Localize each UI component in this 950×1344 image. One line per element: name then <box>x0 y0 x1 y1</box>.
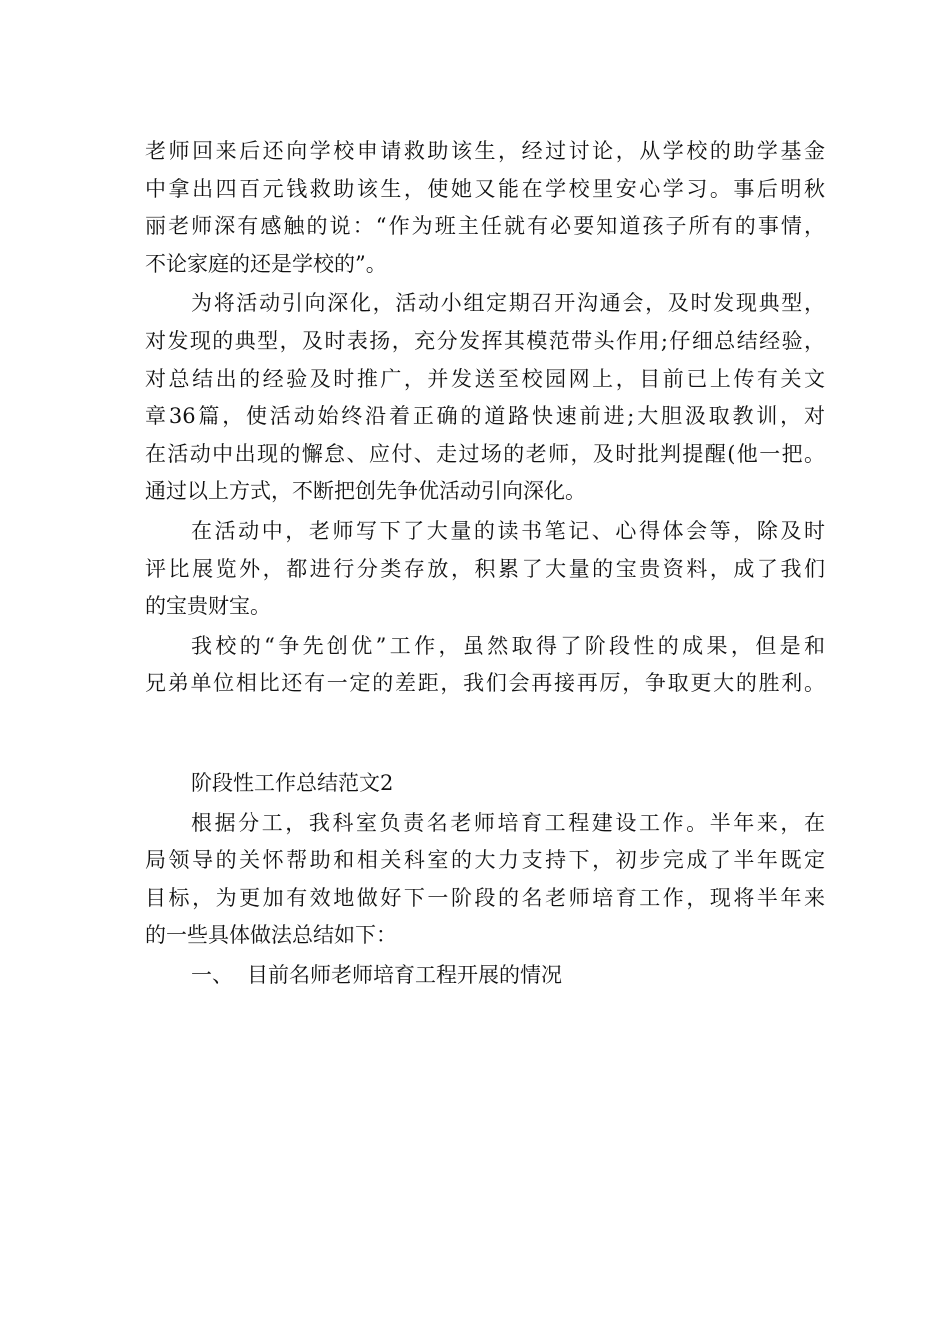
text-line: 丽老师深有感触的说：“作为班主任就有必要知道孩子所有的事情， <box>145 214 825 239</box>
text-line: 局领导的关怀帮助和相关科室的大力支持下，初步完成了半年既定 <box>145 848 825 873</box>
text-line: 不论家庭的还是学校的”。 <box>145 251 387 276</box>
text-line: 兄弟单位相比还有一定的差距，我们会再接再厉，争取更大的胜利。 <box>145 671 825 696</box>
text-line: 对总结出的经验及时推广，并发送至校园网上，目前已上传有关文 <box>145 366 825 391</box>
section-spacer <box>145 705 825 765</box>
heading-number: 一、 <box>191 962 233 987</box>
section-title: 阶段性工作总结范文2 <box>191 770 394 795</box>
text-line: 为将活动引向深化，活动小组定期召开沟通会，及时发现典型， <box>191 291 825 316</box>
heading-level-1 <box>145 957 825 995</box>
text-line: 老师回来后还向学校申请救助该生，经过讨论，从学校的助学基金 <box>145 139 825 163</box>
text-line: 根据分工，我科室负责名老师培育工程建设工作。半年来，在 <box>191 810 825 835</box>
text-line: 在活动中出现的懈怠、应付、走过场的老师，及时批判提醒(他一把。 <box>145 441 825 466</box>
text-line: 目标，为更加有效地做好下一阶段的名老师培育工作，现将半年来 <box>145 885 825 910</box>
document-body <box>145 133 825 994</box>
paragraph-conclusion <box>145 628 825 703</box>
text-line: 对发现的典型，及时表扬，充分发挥其模范带头作用;仔细总结经验， <box>145 328 825 353</box>
paragraph-deepening-activity <box>145 285 825 511</box>
text-line: 在活动中，老师写下了大量的读书笔记、心得体会等，除及时 <box>191 518 825 543</box>
paragraph-reading-notes <box>145 513 825 626</box>
text-line: 我校的“争先创优”工作，虽然取得了阶段性的成果，但是和 <box>191 633 825 658</box>
text-line: 的宝贵财宝。 <box>145 594 271 619</box>
text-line: 章36篇，使活动始终沿着正确的道路快速前进;大胆汲取教训，对 <box>145 404 825 429</box>
heading-text: 目前名师老师培育工程开展的情况 <box>247 962 562 987</box>
text-line: 中拿出四百元钱救助该生，使她又能在学校里安心学习。事后明秋 <box>145 176 825 201</box>
paragraph-continuation <box>145 133 825 283</box>
text-line: 评比展览外，都进行分类存放，积累了大量的宝贵资料，成了我们 <box>145 556 825 581</box>
text-line: 通过以上方式，不断把创先争优活动引向深化。 <box>145 479 586 504</box>
paragraph-intro <box>145 805 825 955</box>
text-line: 的一些具体做法总结如下： <box>145 923 397 948</box>
